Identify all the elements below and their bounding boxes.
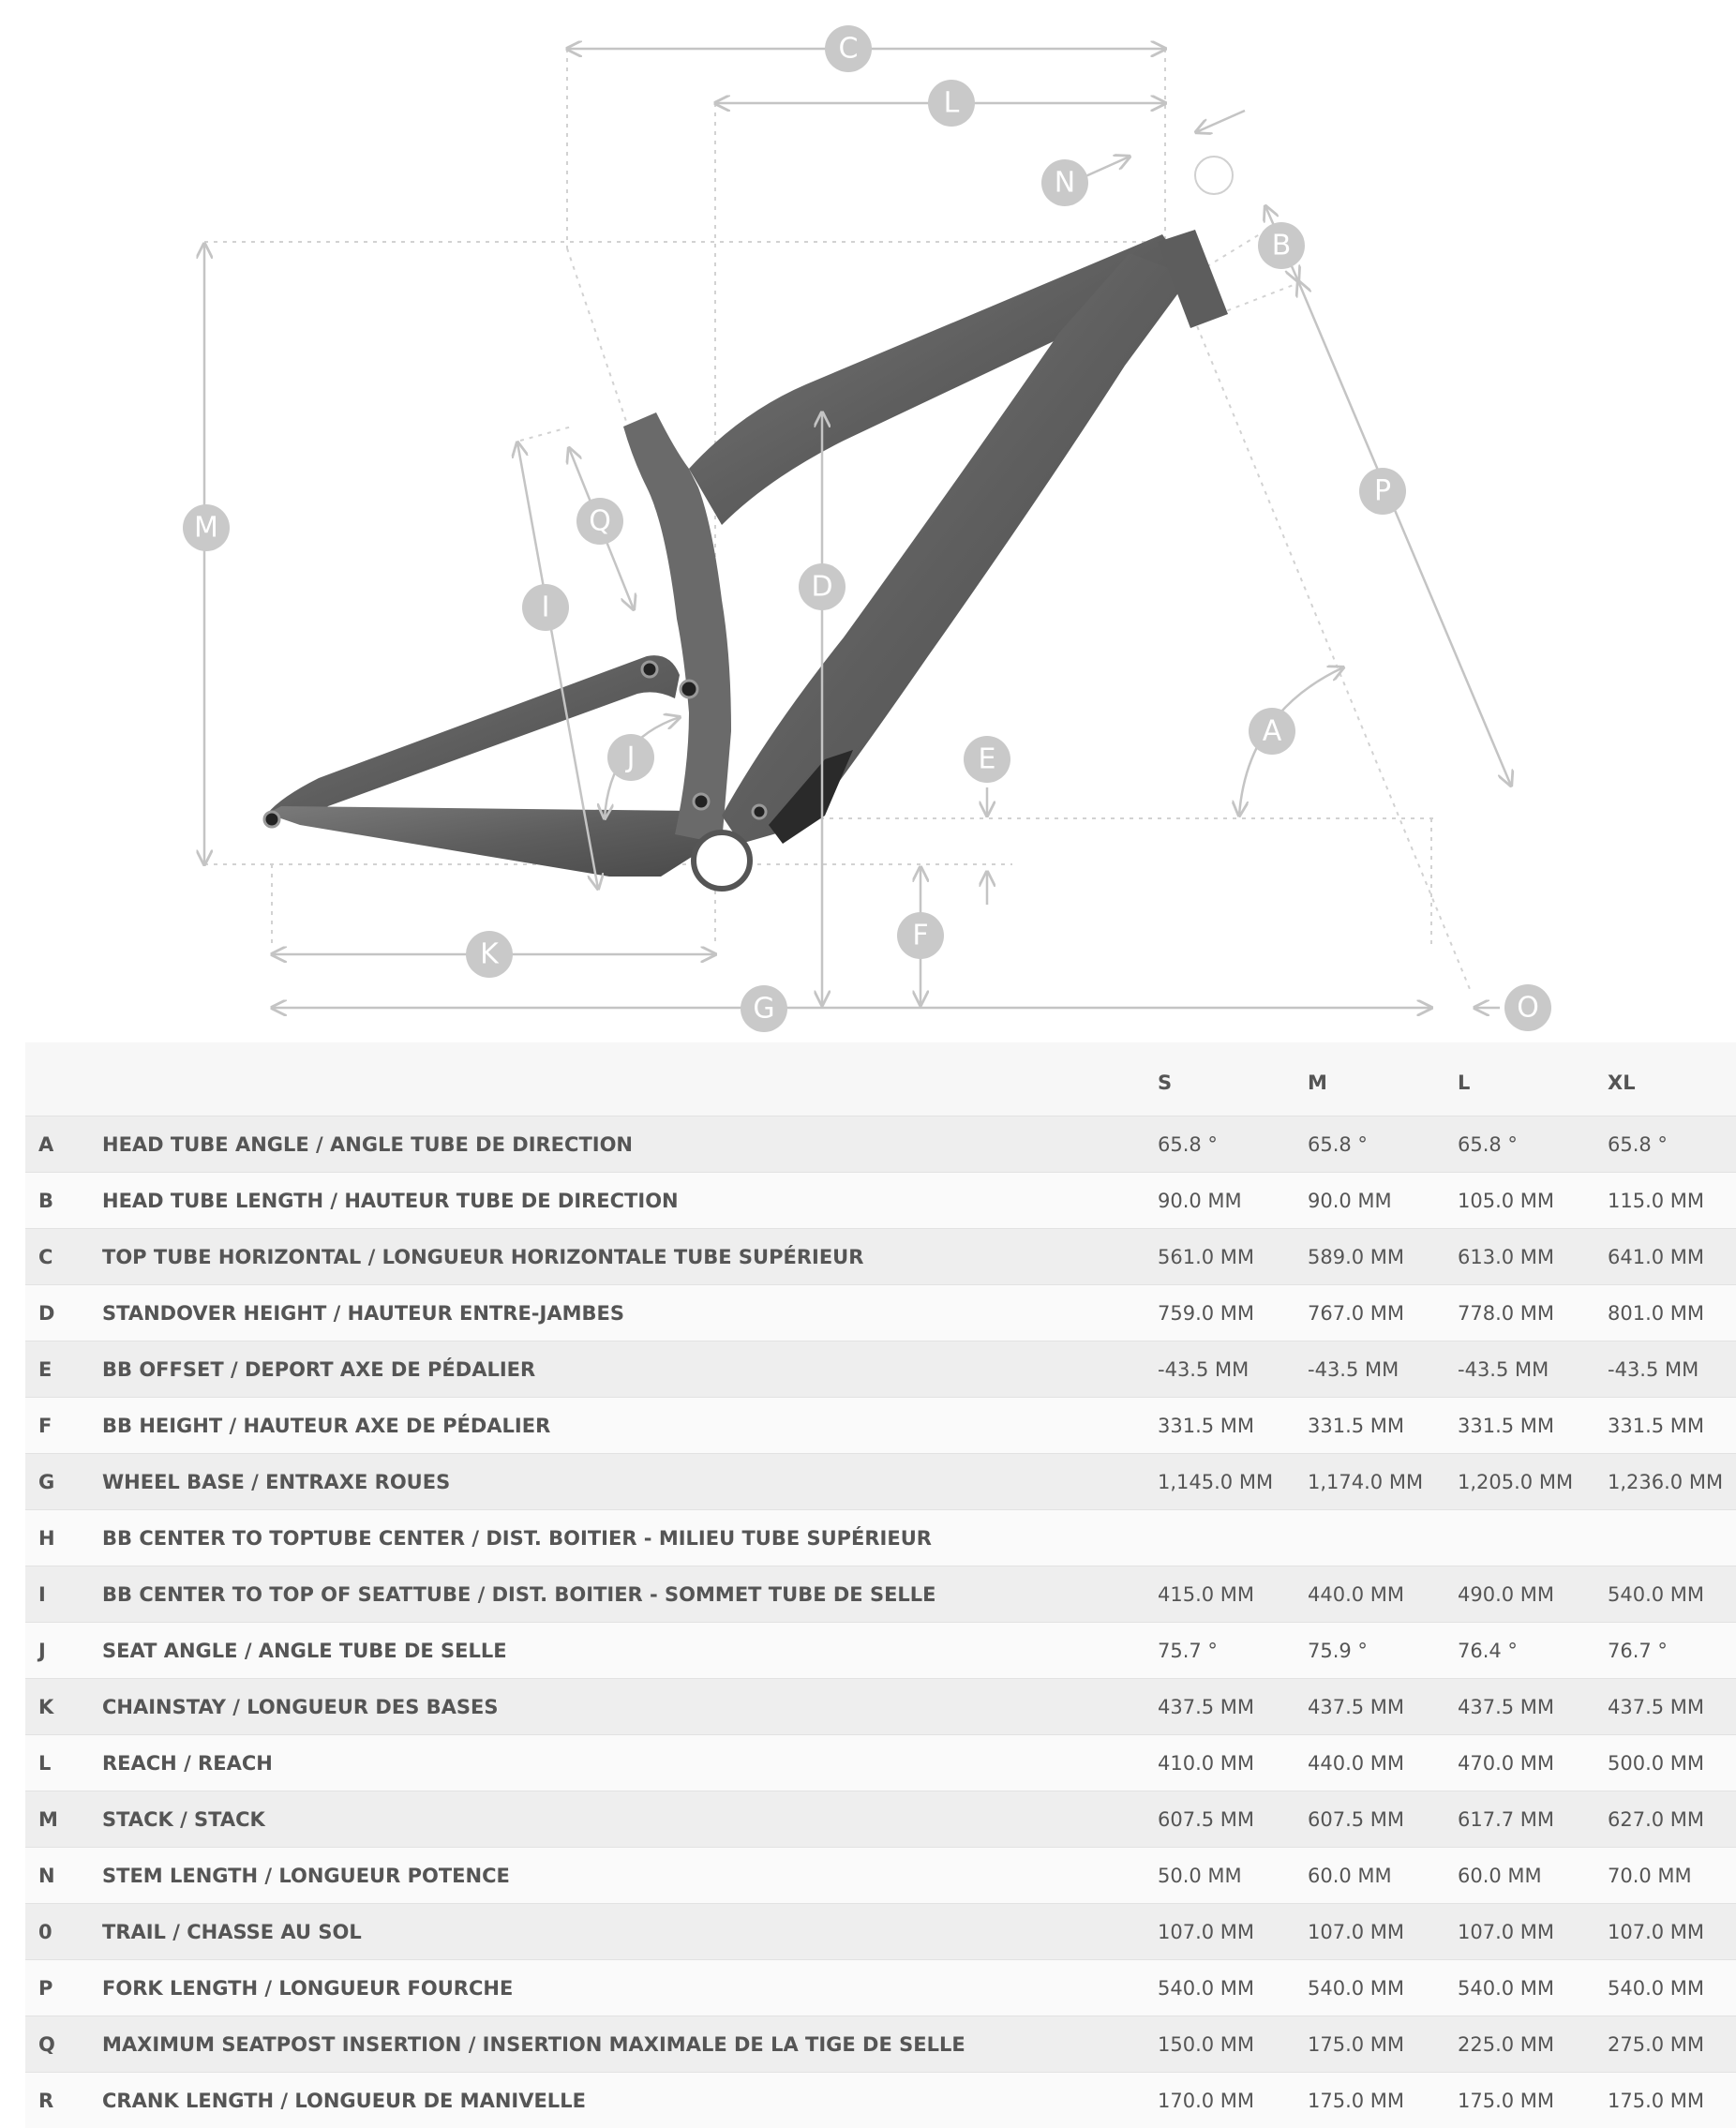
label-o: [1504, 984, 1551, 1031]
value-size-l: [1458, 1510, 1608, 1566]
value-size-m: 90.0 MM: [1308, 1173, 1458, 1229]
value-size-xl: 76.7 °: [1608, 1623, 1736, 1679]
value-size-xl: 540.0 MM: [1608, 1960, 1736, 2016]
value-size-s: 410.0 MM: [1158, 1735, 1308, 1791]
value-size-xl: 65.8 °: [1608, 1116, 1736, 1173]
value-size-m: 607.5 MM: [1308, 1791, 1458, 1848]
table-row: [25, 1623, 1736, 1679]
value-size-m: -43.5 MM: [1308, 1341, 1458, 1398]
value-size-m: 65.8 °: [1308, 1116, 1458, 1173]
row-measurement-name: WHEEL BASE / ENTRAXE ROUES: [102, 1454, 1158, 1510]
table-row: [25, 1679, 1736, 1735]
dimension-lines: [204, 49, 1511, 1008]
value-size-s: 540.0 MM: [1158, 1960, 1308, 2016]
table-row: [25, 1510, 1736, 1566]
header-size-m: M: [1308, 1042, 1458, 1116]
row-measurement-name: BB CENTER TO TOPTUBE CENTER / DIST. BOITIER - MILIEU TUBE SUPÉRIEUR: [102, 1510, 1158, 1566]
value-size-xl: [1608, 1510, 1736, 1566]
value-size-xl: 500.0 MM: [1608, 1735, 1736, 1791]
row-code: D: [25, 1285, 102, 1341]
value-size-xl: 627.0 MM: [1608, 1791, 1736, 1848]
value-size-xl: 115.0 MM: [1608, 1173, 1736, 1229]
value-size-s: [1158, 1510, 1308, 1566]
value-size-s: 90.0 MM: [1158, 1173, 1308, 1229]
svg-text:C: C: [839, 33, 859, 66]
value-size-xl: 437.5 MM: [1608, 1679, 1736, 1735]
row-measurement-name: HEAD TUBE ANGLE / ANGLE TUBE DE DIRECTION: [102, 1116, 1158, 1173]
row-code: C: [25, 1229, 102, 1285]
value-size-xl: 1,236.0 MM: [1608, 1454, 1736, 1510]
value-size-m: 437.5 MM: [1308, 1679, 1458, 1735]
svg-text:F: F: [912, 920, 928, 952]
construction-guides: [204, 49, 1472, 994]
table-row: [25, 1398, 1736, 1454]
row-measurement-name: STEM LENGTH / LONGUEUR POTENCE: [102, 1848, 1158, 1904]
row-measurement-name: REACH / REACH: [102, 1735, 1158, 1791]
geometry-table: [25, 1042, 1736, 2128]
value-size-l: 1,205.0 MM: [1458, 1454, 1608, 1510]
svg-text:K: K: [480, 938, 500, 971]
header-name: [102, 1042, 1158, 1116]
value-size-m: 60.0 MM: [1308, 1848, 1458, 1904]
table-row: [25, 1341, 1736, 1398]
value-size-l: 65.8 °: [1458, 1116, 1608, 1173]
table-row: [25, 1229, 1736, 1285]
value-size-s: 150.0 MM: [1158, 2016, 1308, 2073]
label-j: [607, 734, 654, 781]
value-size-l: 540.0 MM: [1458, 1960, 1608, 2016]
row-code: A: [25, 1116, 102, 1173]
label-g: [741, 985, 787, 1032]
value-size-m: 540.0 MM: [1308, 1960, 1458, 2016]
value-size-m: 175.0 MM: [1308, 2073, 1458, 2128]
svg-text:G: G: [753, 993, 774, 1026]
label-c: [825, 25, 872, 72]
row-measurement-name: BB HEIGHT / HAUTEUR AXE DE PÉDALIER: [102, 1398, 1158, 1454]
row-code: F: [25, 1398, 102, 1454]
row-measurement-name: TOP TUBE HORIZONTAL / LONGUEUR HORIZONTALE TUBE SUPÉRIEUR: [102, 1229, 1158, 1285]
row-measurement-name: STACK / STACK: [102, 1791, 1158, 1848]
value-size-s: 75.7 °: [1158, 1623, 1308, 1679]
svg-text:I: I: [542, 592, 550, 624]
header-size-s: S: [1158, 1042, 1308, 1116]
value-size-xl: 275.0 MM: [1608, 2016, 1736, 2073]
svg-text:L: L: [944, 87, 960, 120]
svg-text:A: A: [1263, 715, 1282, 748]
row-measurement-name: SEAT ANGLE / ANGLE TUBE DE SELLE: [102, 1623, 1158, 1679]
svg-text:O: O: [1517, 992, 1539, 1025]
value-size-s: 65.8 °: [1158, 1116, 1308, 1173]
value-size-l: -43.5 MM: [1458, 1341, 1608, 1398]
value-size-m: 107.0 MM: [1308, 1904, 1458, 1960]
row-code: 0: [25, 1904, 102, 1960]
table-row: [25, 1285, 1736, 1341]
value-size-m: 75.9 °: [1308, 1623, 1458, 1679]
value-size-xl: -43.5 MM: [1608, 1341, 1736, 1398]
row-code: G: [25, 1454, 102, 1510]
value-size-xl: 540.0 MM: [1608, 1566, 1736, 1623]
table-row: [25, 2016, 1736, 2073]
bike-frame: [264, 230, 1228, 889]
label-b: [1258, 222, 1305, 269]
value-size-s: 331.5 MM: [1158, 1398, 1308, 1454]
row-code: P: [25, 1960, 102, 2016]
row-measurement-name: HEAD TUBE LENGTH / HAUTEUR TUBE DE DIRECTION: [102, 1173, 1158, 1229]
table-header-row: [25, 1042, 1736, 1116]
value-size-xl: 641.0 MM: [1608, 1229, 1736, 1285]
value-size-l: 60.0 MM: [1458, 1848, 1608, 1904]
value-size-xl: 107.0 MM: [1608, 1904, 1736, 1960]
row-code: I: [25, 1566, 102, 1623]
label-i: [522, 584, 569, 631]
value-size-s: 50.0 MM: [1158, 1848, 1308, 1904]
value-size-s: 107.0 MM: [1158, 1904, 1308, 1960]
table-row: [25, 1848, 1736, 1904]
value-size-m: 440.0 MM: [1308, 1735, 1458, 1791]
row-measurement-name: BB CENTER TO TOP OF SEATTUBE / DIST. BOITIER - SOMMET TUBE DE SELLE: [102, 1566, 1158, 1623]
row-code: R: [25, 2073, 102, 2128]
label-q: [576, 498, 623, 545]
value-size-l: 437.5 MM: [1458, 1679, 1608, 1735]
value-size-l: 331.5 MM: [1458, 1398, 1608, 1454]
svg-text:J: J: [625, 742, 636, 774]
value-size-l: 225.0 MM: [1458, 2016, 1608, 2073]
value-size-l: 105.0 MM: [1458, 1173, 1608, 1229]
value-size-s: -43.5 MM: [1158, 1341, 1308, 1398]
value-size-s: 170.0 MM: [1158, 2073, 1308, 2128]
svg-text:M: M: [194, 512, 218, 545]
label-m: [183, 504, 230, 551]
row-measurement-name: FORK LENGTH / LONGUEUR FOURCHE: [102, 1960, 1158, 2016]
label-l: [928, 80, 975, 127]
value-size-m: 331.5 MM: [1308, 1398, 1458, 1454]
value-size-m: 767.0 MM: [1308, 1285, 1458, 1341]
row-code: H: [25, 1510, 102, 1566]
value-size-l: 617.7 MM: [1458, 1791, 1608, 1848]
header-code: [25, 1042, 102, 1116]
table-row: [25, 1960, 1736, 2016]
value-size-m: 440.0 MM: [1308, 1566, 1458, 1623]
row-measurement-name: STANDOVER HEIGHT / HAUTEUR ENTRE-JAMBES: [102, 1285, 1158, 1341]
table-row: [25, 1566, 1736, 1623]
header-size-l: L: [1458, 1042, 1608, 1116]
table-row: [25, 1454, 1736, 1510]
value-size-s: 415.0 MM: [1158, 1566, 1308, 1623]
value-size-s: 437.5 MM: [1158, 1679, 1308, 1735]
svg-text:P: P: [1374, 475, 1391, 508]
label-a: [1249, 708, 1295, 755]
value-size-l: 175.0 MM: [1458, 2073, 1608, 2128]
row-code: L: [25, 1735, 102, 1791]
value-size-xl: 175.0 MM: [1608, 2073, 1736, 2128]
header-size-xl: XL: [1608, 1042, 1736, 1116]
label-n: [1041, 159, 1088, 206]
label-k: [466, 931, 513, 978]
label-e: [964, 736, 1010, 783]
label-f: [897, 912, 944, 959]
value-size-l: 107.0 MM: [1458, 1904, 1608, 1960]
row-code: Q: [25, 2016, 102, 2073]
table-row: [25, 1735, 1736, 1791]
value-size-xl: 331.5 MM: [1608, 1398, 1736, 1454]
value-size-l: 490.0 MM: [1458, 1566, 1608, 1623]
row-code: E: [25, 1341, 102, 1398]
table-row: [25, 1904, 1736, 1960]
value-size-s: 561.0 MM: [1158, 1229, 1308, 1285]
svg-text:B: B: [1272, 230, 1292, 262]
value-size-m: [1308, 1510, 1458, 1566]
value-size-xl: 70.0 MM: [1608, 1848, 1736, 1904]
table-row: [25, 1173, 1736, 1229]
row-code: J: [25, 1623, 102, 1679]
row-measurement-name: CRANK LENGTH / LONGUEUR DE MANIVELLE: [102, 2073, 1158, 2128]
value-size-l: 76.4 °: [1458, 1623, 1608, 1679]
value-size-xl: 801.0 MM: [1608, 1285, 1736, 1341]
row-measurement-name: BB OFFSET / DEPORT AXE DE PÉDALIER: [102, 1341, 1158, 1398]
value-size-l: 613.0 MM: [1458, 1229, 1608, 1285]
row-measurement-name: CHAINSTAY / LONGUEUR DES BASES: [102, 1679, 1158, 1735]
value-size-s: 759.0 MM: [1158, 1285, 1308, 1341]
value-size-s: 607.5 MM: [1158, 1791, 1308, 1848]
value-size-m: 175.0 MM: [1308, 2016, 1458, 2073]
row-code: K: [25, 1679, 102, 1735]
row-code: M: [25, 1791, 102, 1848]
row-code: N: [25, 1848, 102, 1904]
frame-geometry-diagram: [0, 0, 1736, 1042]
value-size-m: 1,174.0 MM: [1308, 1454, 1458, 1510]
value-size-l: 470.0 MM: [1458, 1735, 1608, 1791]
value-size-s: 1,145.0 MM: [1158, 1454, 1308, 1510]
label-d: [799, 563, 846, 610]
label-p: [1359, 468, 1406, 515]
value-size-l: 778.0 MM: [1458, 1285, 1608, 1341]
row-code: B: [25, 1173, 102, 1229]
row-measurement-name: TRAIL / CHASSE AU SOL: [102, 1904, 1158, 1960]
table-row: [25, 1791, 1736, 1848]
table-row: [25, 1116, 1736, 1173]
svg-text:Q: Q: [589, 505, 611, 538]
svg-text:D: D: [811, 571, 832, 604]
table-row: [25, 2073, 1736, 2128]
svg-text:E: E: [979, 743, 996, 776]
value-size-m: 589.0 MM: [1308, 1229, 1458, 1285]
row-measurement-name: MAXIMUM SEATPOST INSERTION / INSERTION MAXIMALE DE LA TIGE DE SELLE: [102, 2016, 1158, 2073]
svg-text:N: N: [1055, 167, 1075, 200]
dimension-labels: [183, 25, 1551, 1032]
